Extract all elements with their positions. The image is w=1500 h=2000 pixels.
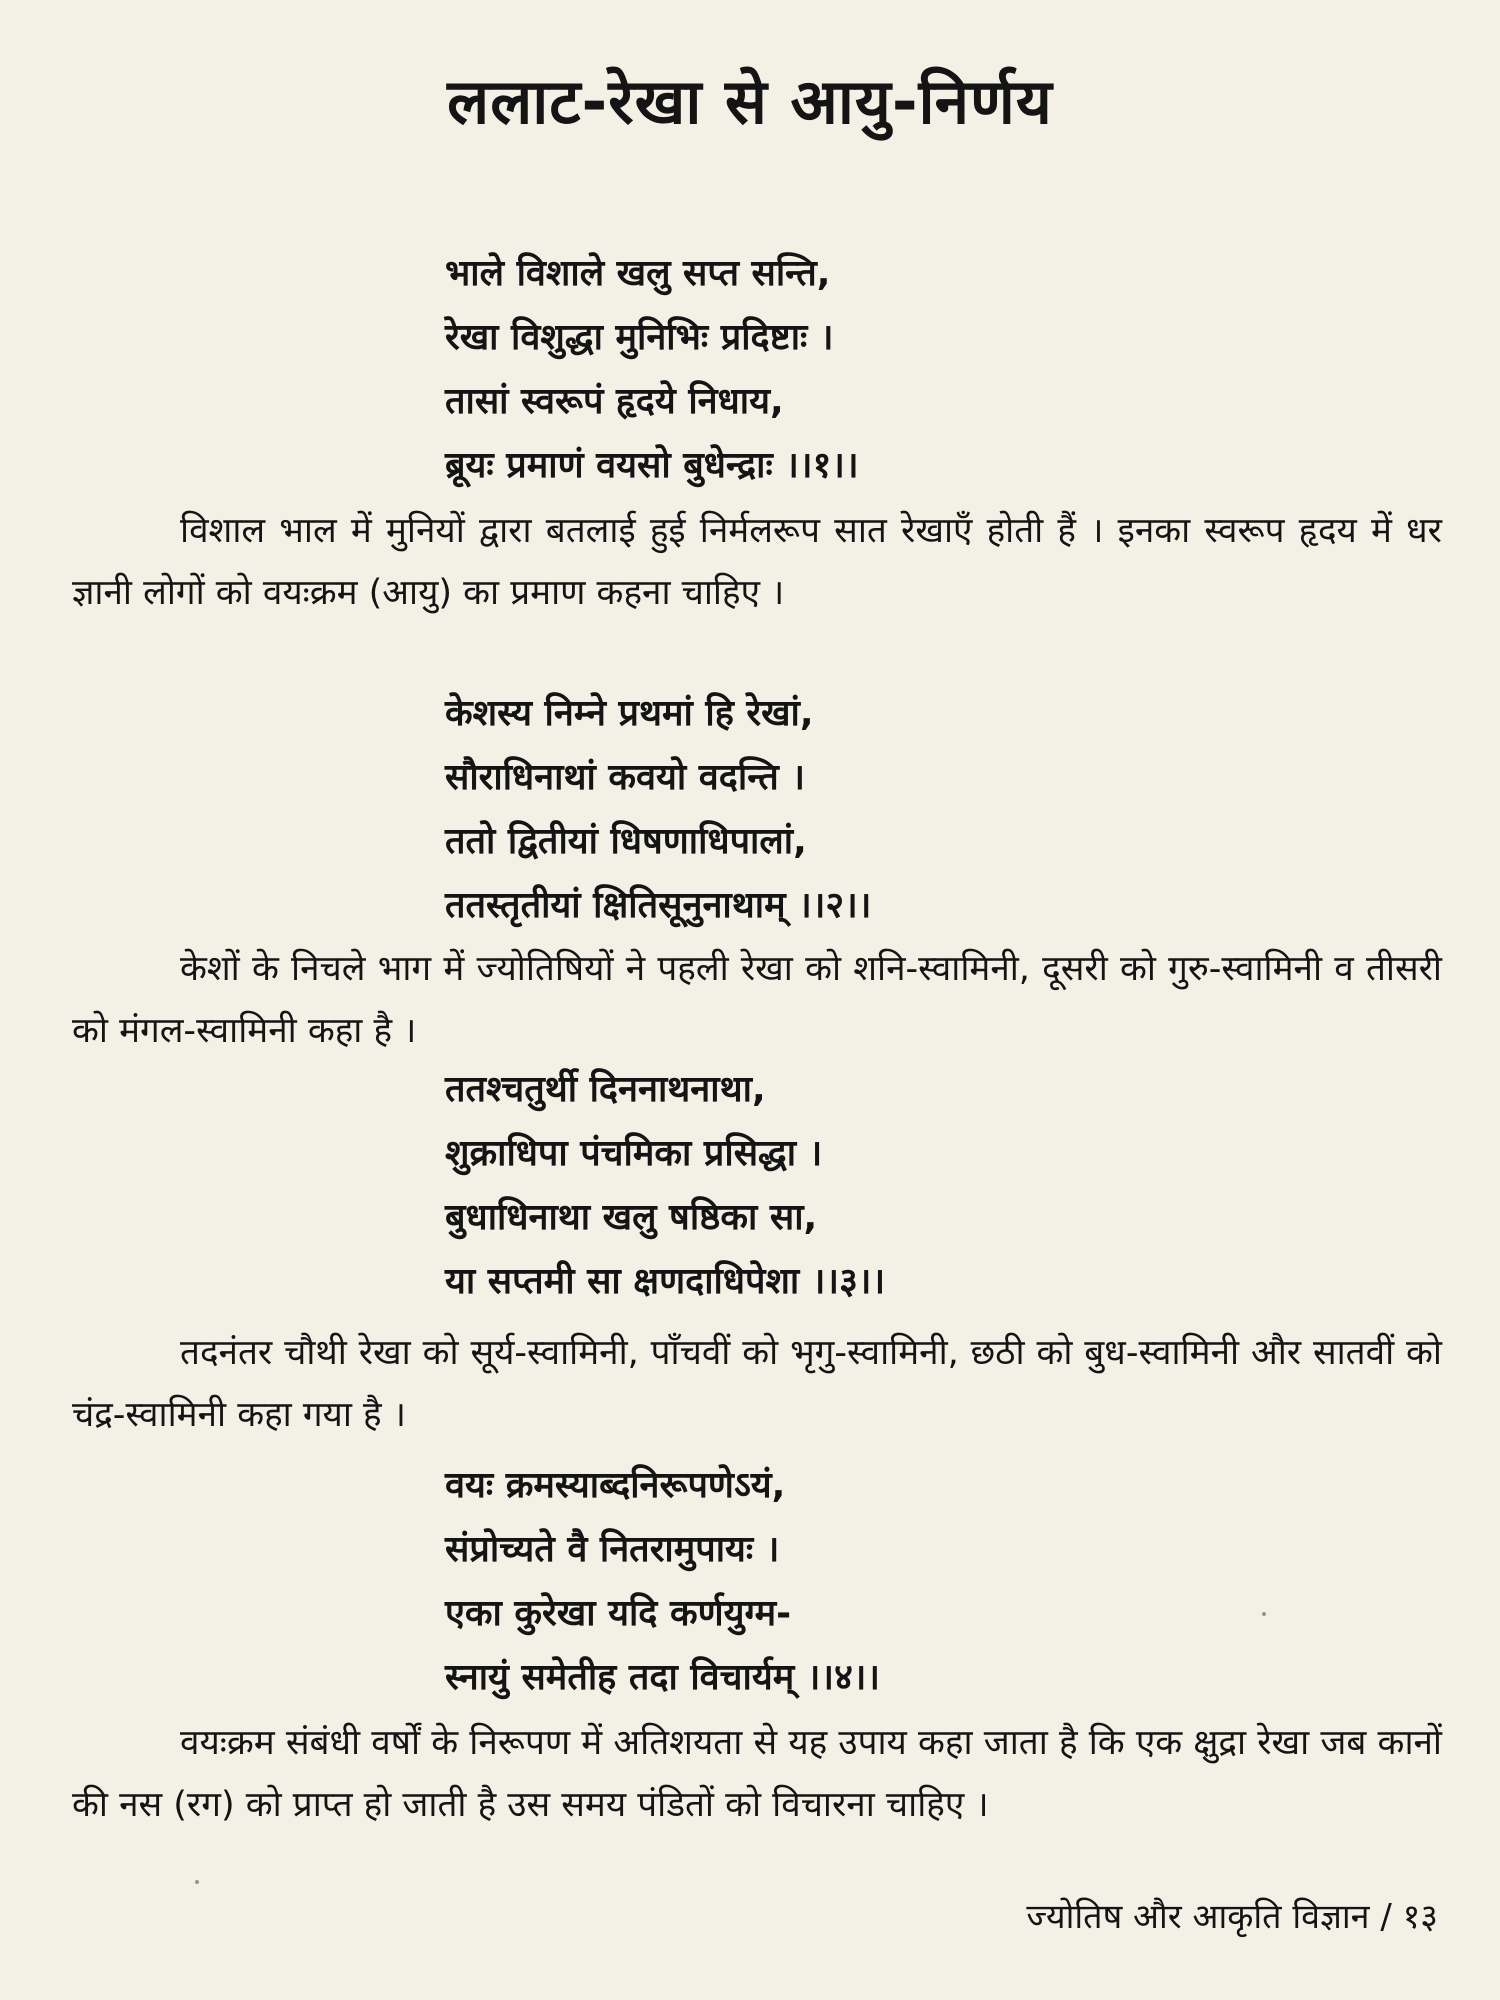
paragraph-text: वयःक्रम संबंधी वर्षों के निरूपण में अतिशयता से यह उपाय कहा जाता है कि एक क्षुद्रा रेखा जब कानों की नस (रग) को प्राप्त हो जाती है उस समय पंडितों को विचारना चाहिए । [72, 1723, 1442, 1825]
page-title: ललाट-रेखा से आयु-निर्णय [447, 65, 1053, 138]
verse-line: एका कुरेखा यदि कर्णयुग्म- [445, 1593, 792, 1634]
verse-line: भाले विशाले खलु सप्त सन्ति, [445, 253, 831, 294]
page-footer: ज्योतिष और आकृति विज्ञान / १३ [1026, 1897, 1438, 1937]
verse-line: वयः क्रमस्याब्दनिरूपणेऽयं, [445, 1465, 786, 1506]
verse-line: सौराधिनाथां कवयो वदन्ति । [445, 757, 805, 798]
translation-paragraph-1 [72, 500, 1442, 624]
verse-line: संप्रोच्यते वै नितरामुपायः । [445, 1529, 780, 1570]
paragraph-text: तदनंतर चौथी रेखा को सूर्य-स्वामिनी, पाँचवीं को भृगु-स्वामिनी, छठी को बुध-स्वामिनी और सातवीं को चंद्र-स्वामिनी कहा गया है । [72, 1333, 1442, 1435]
verse-line: ततस्तृतीयां क्षितिसूनुनाथाम् ।।२।। [445, 885, 872, 926]
translation-paragraph-3 [72, 1322, 1442, 1446]
verse-line: शुक्राधिपा पंचमिका प्रसिद्धा । [445, 1133, 823, 1174]
print-speck [195, 1880, 199, 1884]
translation-paragraph-4 [72, 1712, 1442, 1836]
verse-line: या सप्तमी सा क्षणदाधिपेशा ।।३।। [445, 1261, 886, 1302]
verse-4 [445, 1454, 880, 1710]
paragraph-text: विशाल भाल में मुनियों द्वारा बतलाई हुई निर्मलरूप सात रेखाएँ होती हैं । इनका स्वरूप हृदय में धर ज्ञानी लोगों को वयःक्रम (आयु) का प्रमाण कहना चाहिए । [72, 511, 1442, 613]
verse-line: स्नायुं समेतीह तदा विचार्यम् ।।४।। [445, 1657, 881, 1698]
verse-3 [445, 1058, 885, 1314]
print-speck [1262, 1612, 1266, 1616]
translation-paragraph-2 [72, 938, 1442, 1062]
verse-1 [445, 242, 859, 498]
verse-line: रेखा विशुद्धा मुनिभिः प्रदिष्टाः । [445, 317, 834, 358]
verse-2 [445, 682, 871, 938]
verse-line: ब्रूयः प्रमाणं वयसो बुधेन्द्राः ।।१।। [445, 445, 859, 486]
verse-line: ततो द्वितीयां धिषणाधिपालां, [445, 821, 807, 862]
verse-line: बुधाधिनाथा खलु षष्ठिका सा, [445, 1197, 818, 1238]
verse-line: तासां स्वरूपं हृदये निधाय, [445, 381, 784, 422]
verse-line: केशस्य निम्ने प्रथमां हि रेखां, [445, 693, 814, 734]
paragraph-text: केशों के निचले भाग में ज्योतिषियों ने पहली रेखा को शनि-स्वामिनी, दूसरी को गुरु-स्वामिनी व तीसरी को मंगल-स्वामिनी कहा है । [72, 949, 1442, 1051]
verse-line: ततश्चतुर्थी दिननाथनाथा, [445, 1069, 766, 1110]
